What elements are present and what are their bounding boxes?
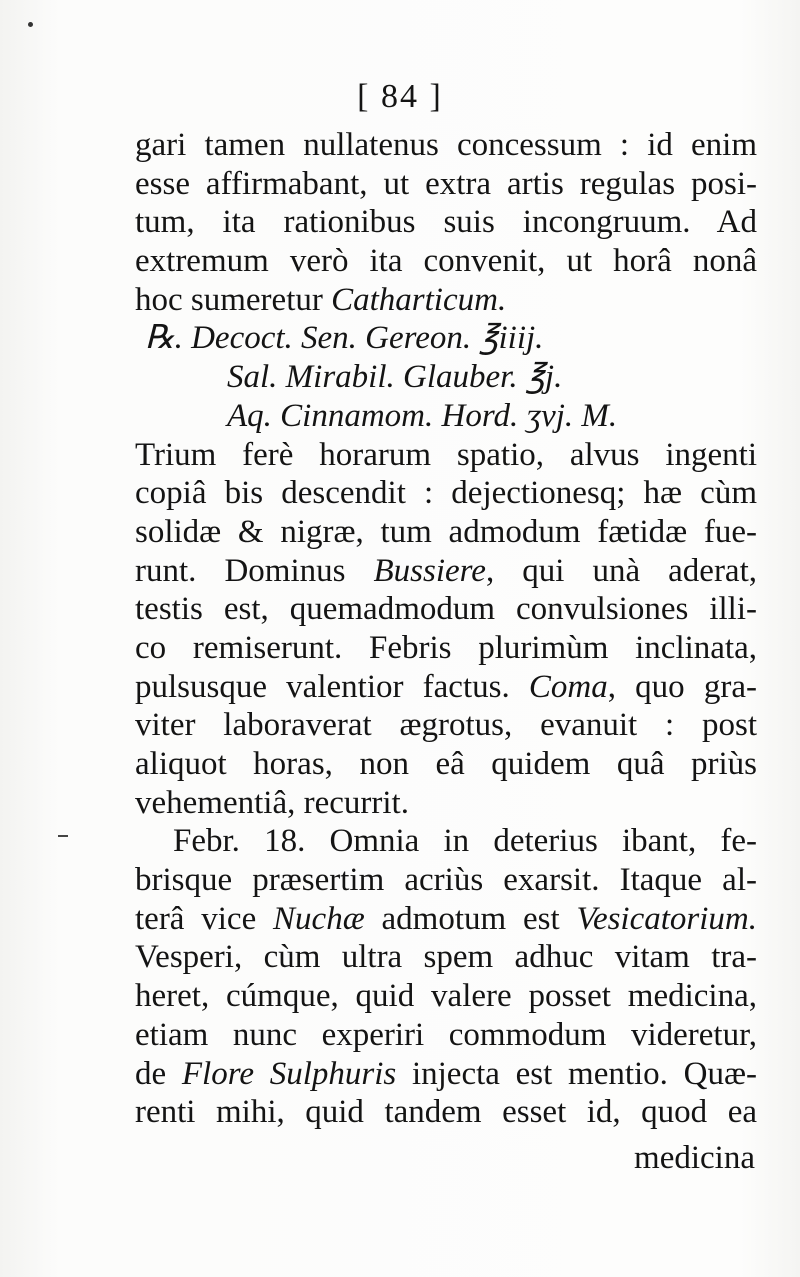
- text-line: brisque præsertim acriùs exarsit. Itaque al-: [135, 862, 757, 899]
- text-run: , qui unà aderat,: [485, 552, 757, 589]
- text-line: extremum verò ita convenit, ut horâ nonâ: [135, 243, 757, 280]
- text-line: [135, 900, 757, 939]
- text-line: Vesperi, cùm ultra spem adhuc vitam tra-: [135, 939, 757, 976]
- margin-mark: [58, 835, 68, 837]
- italic-run: Bussiere: [373, 552, 486, 589]
- text-run: pulsusque valentior factus.: [135, 668, 529, 705]
- text-line: Febr. 18. Omnia in deterius ibant, fe-: [173, 823, 757, 860]
- text-line: [135, 668, 757, 707]
- italic-run: Sal. Mirabil. Glauber. ℥j.: [227, 359, 563, 396]
- text-run: runt. Dominus: [135, 552, 374, 589]
- italic-run: M.: [581, 397, 618, 434]
- text-line: etiam nunc experiri commodum videretur,: [135, 1016, 757, 1053]
- text-line: co remiserunt. Febris plurimùm inclinata,: [135, 629, 757, 666]
- text-line: renti mihi, quid tandem esset id, quod ea: [135, 1094, 757, 1131]
- prescription-line: [135, 397, 757, 436]
- page-number: [ 84 ]: [357, 78, 443, 115]
- italic-run: ℞. Decoct. Sen. Gereon. ℥iiij.: [145, 320, 544, 357]
- italic-run: Vesicatorium.: [576, 900, 758, 937]
- italic-run: Nuchæ: [273, 900, 365, 937]
- text-line: Trium ferè horarum spatio, alvus ingenti: [135, 436, 757, 473]
- text-run: hoc sumeretur: [135, 281, 332, 318]
- text-line: heret, cúmque, quid valere posset medicina,: [135, 978, 757, 1015]
- italic-run: Flore Sulphuris: [181, 1055, 397, 1092]
- text-line: solidæ & nigræ, tum admodum fætidæ fue-: [135, 513, 757, 550]
- italic-run: Catharticum.: [331, 281, 507, 318]
- catchword: medicina: [634, 1140, 755, 1176]
- text-line: [135, 281, 757, 320]
- text-line: [135, 1055, 757, 1094]
- text-run: de: [135, 1055, 182, 1092]
- text-line: [135, 552, 757, 591]
- text-line: esse affirmabant, ut extra artis regulas posi-: [135, 165, 757, 202]
- prescription-line: [135, 358, 757, 397]
- text-run: admotum est: [364, 900, 577, 937]
- body-text: [135, 126, 757, 1132]
- italic-run: Coma: [528, 668, 608, 705]
- text-line: viter laboraverat ægrotus, evanuit : post: [135, 707, 757, 744]
- italic-run: Aq. Cinnamom. Hord. ʒvj.: [227, 397, 582, 434]
- text-run: terâ vice: [135, 900, 274, 937]
- ink-speck: [28, 22, 33, 27]
- text-line: copiâ bis descendit : dejectionesq; hæ cùm: [135, 475, 757, 512]
- text-run: , quo gra-: [607, 668, 757, 705]
- text-line: testis est, quemadmodum convulsiones illi-: [135, 591, 757, 628]
- text-line: vehementiâ, recurrit.: [135, 784, 409, 821]
- prescription-line: [135, 319, 757, 358]
- text-line: tum, ita rationibus suis incongruum. Ad: [135, 204, 757, 241]
- text-run: injecta est mentio. Quæ-: [396, 1055, 757, 1092]
- text-line: gari tamen nullatenus concessum : id enim: [135, 127, 757, 163]
- text-line: aliquot horas, non eâ quidem quâ priùs: [135, 746, 757, 782]
